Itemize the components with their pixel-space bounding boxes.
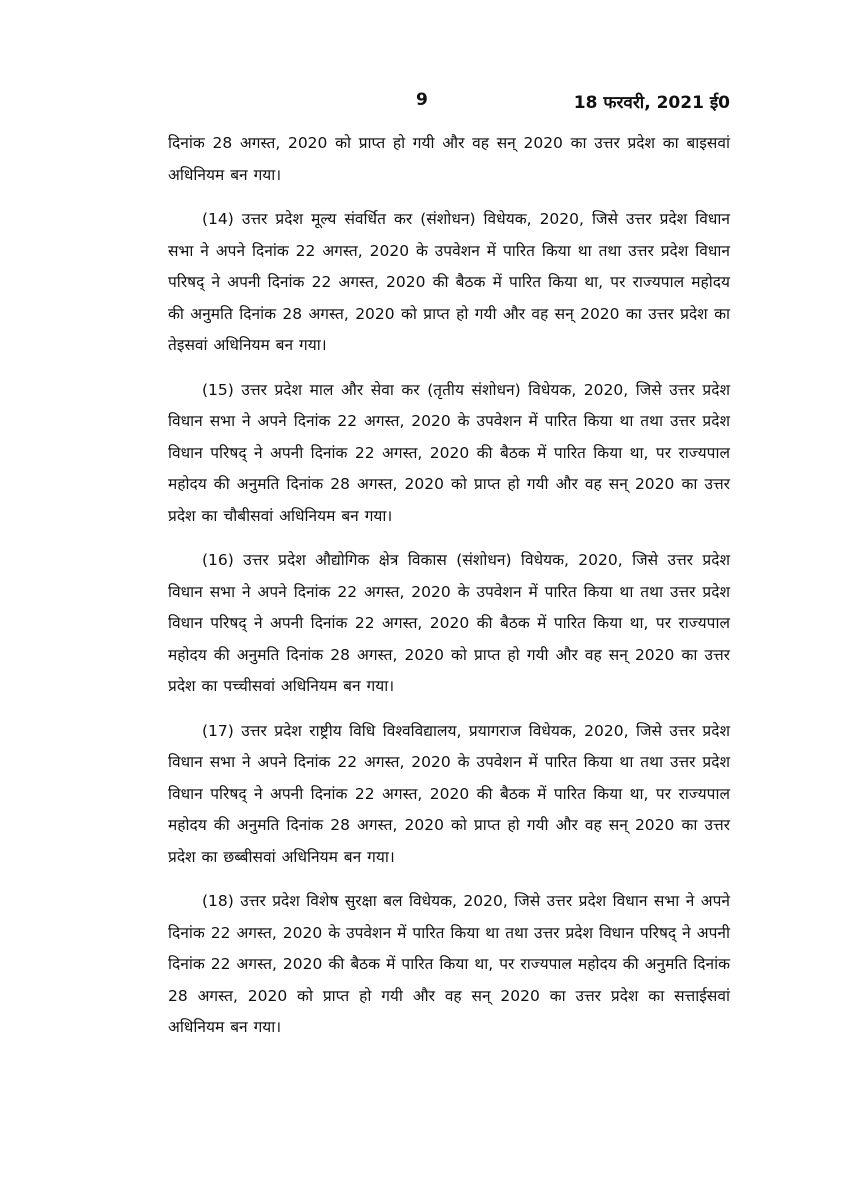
paragraph-16: (16) उत्तर प्रदेश औद्योगिक क्षेत्र विकास (संशोधन) विधेयक, 2020, जिसे उत्तर प्रदेश विधान सभा ने अपने दिनांक 22 अगस्त, 2020 के उपवेशन में पारित किया था तथा उत्तर प्रदेश विधान परिषद् ने अपनी दिनांक 22 अगस्त, 2020 की बैठक में पारित किया था, पर राज्यपाल महोदय की अनुमति दिनांक 28 अगस्त, 2020 को प्राप्त हो गयी और वह सन् 2020 का उत्तर प्रदेश का पच्चीसवां अधिनियम बन गया।: [168, 551, 730, 695]
paragraph-continuation: दिनांक 28 अगस्त, 2020 को प्राप्त हो गयी और वह सन् 2020 का उत्तर प्रदेश का बाइसवां अधिनियम बन गया।: [168, 134, 730, 184]
paragraph-14: (14) उत्तर प्रदेश मूल्य संवर्धित कर (संशोधन) विधेयक, 2020, जिसे उत्तर प्रदेश विधान सभा ने अपने दिनांक 22 अगस्त, 2020 के उपवेशन में पारित किया था तथा उत्तर प्रदेश विधान परिषद् ने अपनी दिनांक 22 अगस्त, 2020 की बैठक में पारित किया था, पर राज्यपाल महोदय की अनुमति दिनांक 28 अगस्त, 2020 को प्राप्त हो गयी और वह सन् 2020 का उत्तर प्रदेश का तेइसवां अधिनियम बन गया।: [168, 210, 730, 354]
paragraph-17: (17) उत्तर प्रदेश राष्ट्रीय विधि विश्वविद्यालय, प्रयागराज विधेयक, 2020, जिसे उत्तर प्रदेश विधान सभा ने अपने दिनांक 22 अगस्त, 2020 के उपवेशन में पारित किया था तथा उत्तर प्रदेश विधान परिषद् ने अपनी दिनांक 22 अगस्त, 2020 की बैठक में पारित किया था, पर राज्यपाल महोदय की अनुमति दिनांक 28 अगस्त, 2020 को प्राप्त हो गयी और वह सन् 2020 का उत्तर प्रदेश का छब्बीसवां अधिनियम बन गया।: [168, 721, 730, 866]
document-body: [168, 128, 730, 1057]
page-number: 9: [416, 90, 428, 110]
paragraph-15: (15) उत्तर प्रदेश माल और सेवा कर (तृतीय संशोधन) विधेयक, 2020, जिसे उत्तर प्रदेश विधान सभा ने अपने दिनांक 22 अगस्त, 2020 के उपवेशन में पारित किया था तथा उत्तर प्रदेश विधान परिषद् ने अपनी दिनांक 22 अगस्त, 2020 की बैठक में पारित किया था, पर राज्यपाल महोदय की अनुमति दिनांक 28 अगस्त, 2020 को प्राप्त हो गयी और वह सन् 2020 का उत्तर प्रदेश का चौबीसवां अधिनियम बन गया।: [168, 380, 730, 525]
paragraph-18: (18) उत्तर प्रदेश विशेष सुरक्षा बल विधेयक, 2020, जिसे उत्तर प्रदेश विधान सभा ने अपने दिनांक 22 अगस्त, 2020 के उपवेशन में पारित किया था तथा उत्तर प्रदेश विधान परिषद् ने अपनी दिनांक 22 अगस्त, 2020 की बैठक में पारित किया था, पर राज्यपाल महोदय की अनुमति दिनांक 28 अगस्त, 2020 को प्राप्त हो गयी और वह सन् 2020 का उत्तर प्रदेश का सत्ताईसवां अधिनियम बन गया।: [168, 892, 730, 1036]
page-header: [168, 90, 730, 120]
page-date: 18 फरवरी, 2021 ई0: [573, 93, 730, 113]
